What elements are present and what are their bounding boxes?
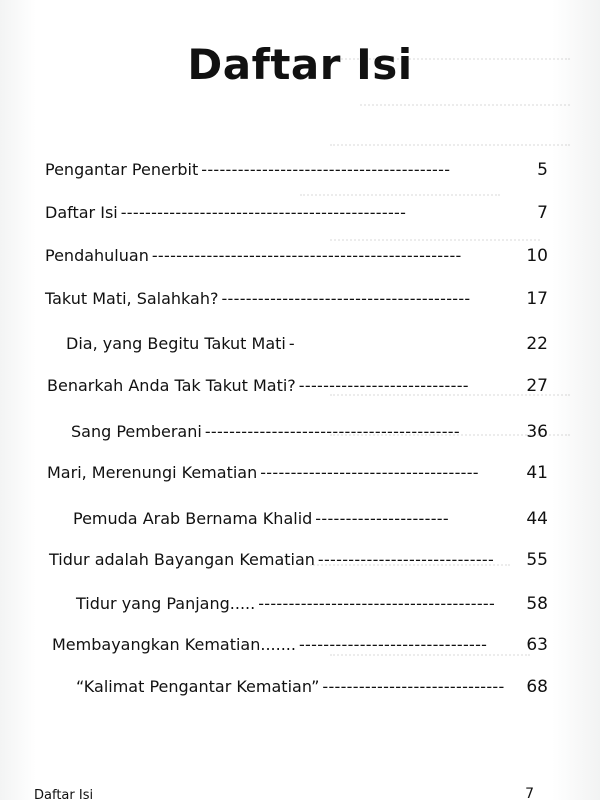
toc-row [0, 203, 600, 229]
dot-leader: ------------------------------- [298, 635, 488, 654]
dot-leader: ---------------------- [315, 509, 449, 528]
dot-leader: ------------------------------------ [260, 463, 479, 482]
toc-entry-label: Dia, yang Begitu Takut Mati [66, 334, 286, 353]
dot-leader: ----------------------------------------------- [120, 203, 407, 222]
toc-entry [71, 422, 460, 441]
toc-entry [45, 203, 406, 222]
dot-leader: ------------------------------------------ [204, 422, 460, 441]
toc-entry-label: Pengantar Penerbit [45, 160, 199, 179]
dot-leader: ---------------------------- [298, 376, 469, 395]
dot-leader: ----------------------------------------- [201, 160, 451, 179]
toc-entry [76, 594, 495, 613]
toc-page-number: 63 [526, 635, 548, 655]
footer-page-number: 7 [525, 786, 534, 800]
dot-leader: - [288, 334, 295, 353]
toc-entry [66, 334, 295, 353]
toc-entry-label: Benarkah Anda Tak Takut Mati? [47, 376, 296, 395]
toc-row [0, 246, 600, 272]
toc-page-number: 5 [537, 160, 548, 180]
toc-page-number: 10 [526, 246, 548, 266]
toc-row [0, 635, 600, 661]
toc-page-number: 27 [526, 376, 548, 396]
toc-entry-label: “Kalimat Pengantar Kematian” [76, 677, 320, 696]
toc-entry-label: Mari, Merenungi Kematian [47, 463, 258, 482]
toc-row [0, 376, 600, 402]
toc-page-number: 44 [526, 509, 548, 529]
toc-page-number: 55 [526, 550, 548, 570]
toc-entry [45, 246, 462, 265]
toc-page-number: 58 [526, 594, 548, 614]
toc-entry [45, 289, 471, 308]
toc-row [0, 677, 600, 703]
toc-entry [73, 509, 449, 528]
toc-entry [76, 677, 505, 696]
toc-entry [45, 160, 450, 179]
page-title: Daftar Isi [187, 40, 413, 89]
toc-entry-label: Pemuda Arab Bernama Khalid [73, 509, 313, 528]
dot-leader: ----------------------------------------- [221, 289, 471, 308]
toc-entry-label: Pendahuluan [45, 246, 149, 265]
toc-row [0, 463, 600, 489]
toc-page-number: 68 [526, 677, 548, 697]
running-footer-title: Daftar Isi [34, 788, 94, 800]
toc-row [0, 334, 600, 360]
toc-row [0, 160, 600, 186]
toc-entry-label: Sang Pemberani [71, 422, 202, 441]
toc-entry [47, 463, 479, 482]
toc-page-number: 36 [526, 422, 548, 442]
toc-entry-label: Tidur yang Panjang..... [76, 594, 256, 613]
toc-entry-label: Tidur adalah Bayangan Kematian [49, 550, 315, 569]
toc-page-number: 7 [537, 203, 548, 223]
toc-entry-label: Membayangkan Kematian....... [52, 635, 296, 654]
toc-entry [52, 635, 487, 654]
toc-page-number: 41 [526, 463, 548, 483]
toc-entry [47, 376, 469, 395]
dot-leader: --------------------------------------- [258, 594, 496, 613]
dot-leader: ------------------------------ [322, 677, 505, 696]
toc-entry [49, 550, 494, 569]
toc-page-number: 22 [526, 334, 548, 354]
toc-page-number: 17 [526, 289, 548, 309]
toc-row [0, 594, 600, 620]
toc-entry-label: Takut Mati, Salahkah? [45, 289, 219, 308]
toc-entry-label: Daftar Isi [45, 203, 118, 222]
toc-row [0, 289, 600, 315]
dot-leader: --------------------------------------------------- [151, 246, 462, 265]
toc-row [0, 550, 600, 576]
toc-row [0, 422, 600, 448]
dot-leader: ----------------------------- [317, 550, 495, 569]
toc-row [0, 509, 600, 535]
